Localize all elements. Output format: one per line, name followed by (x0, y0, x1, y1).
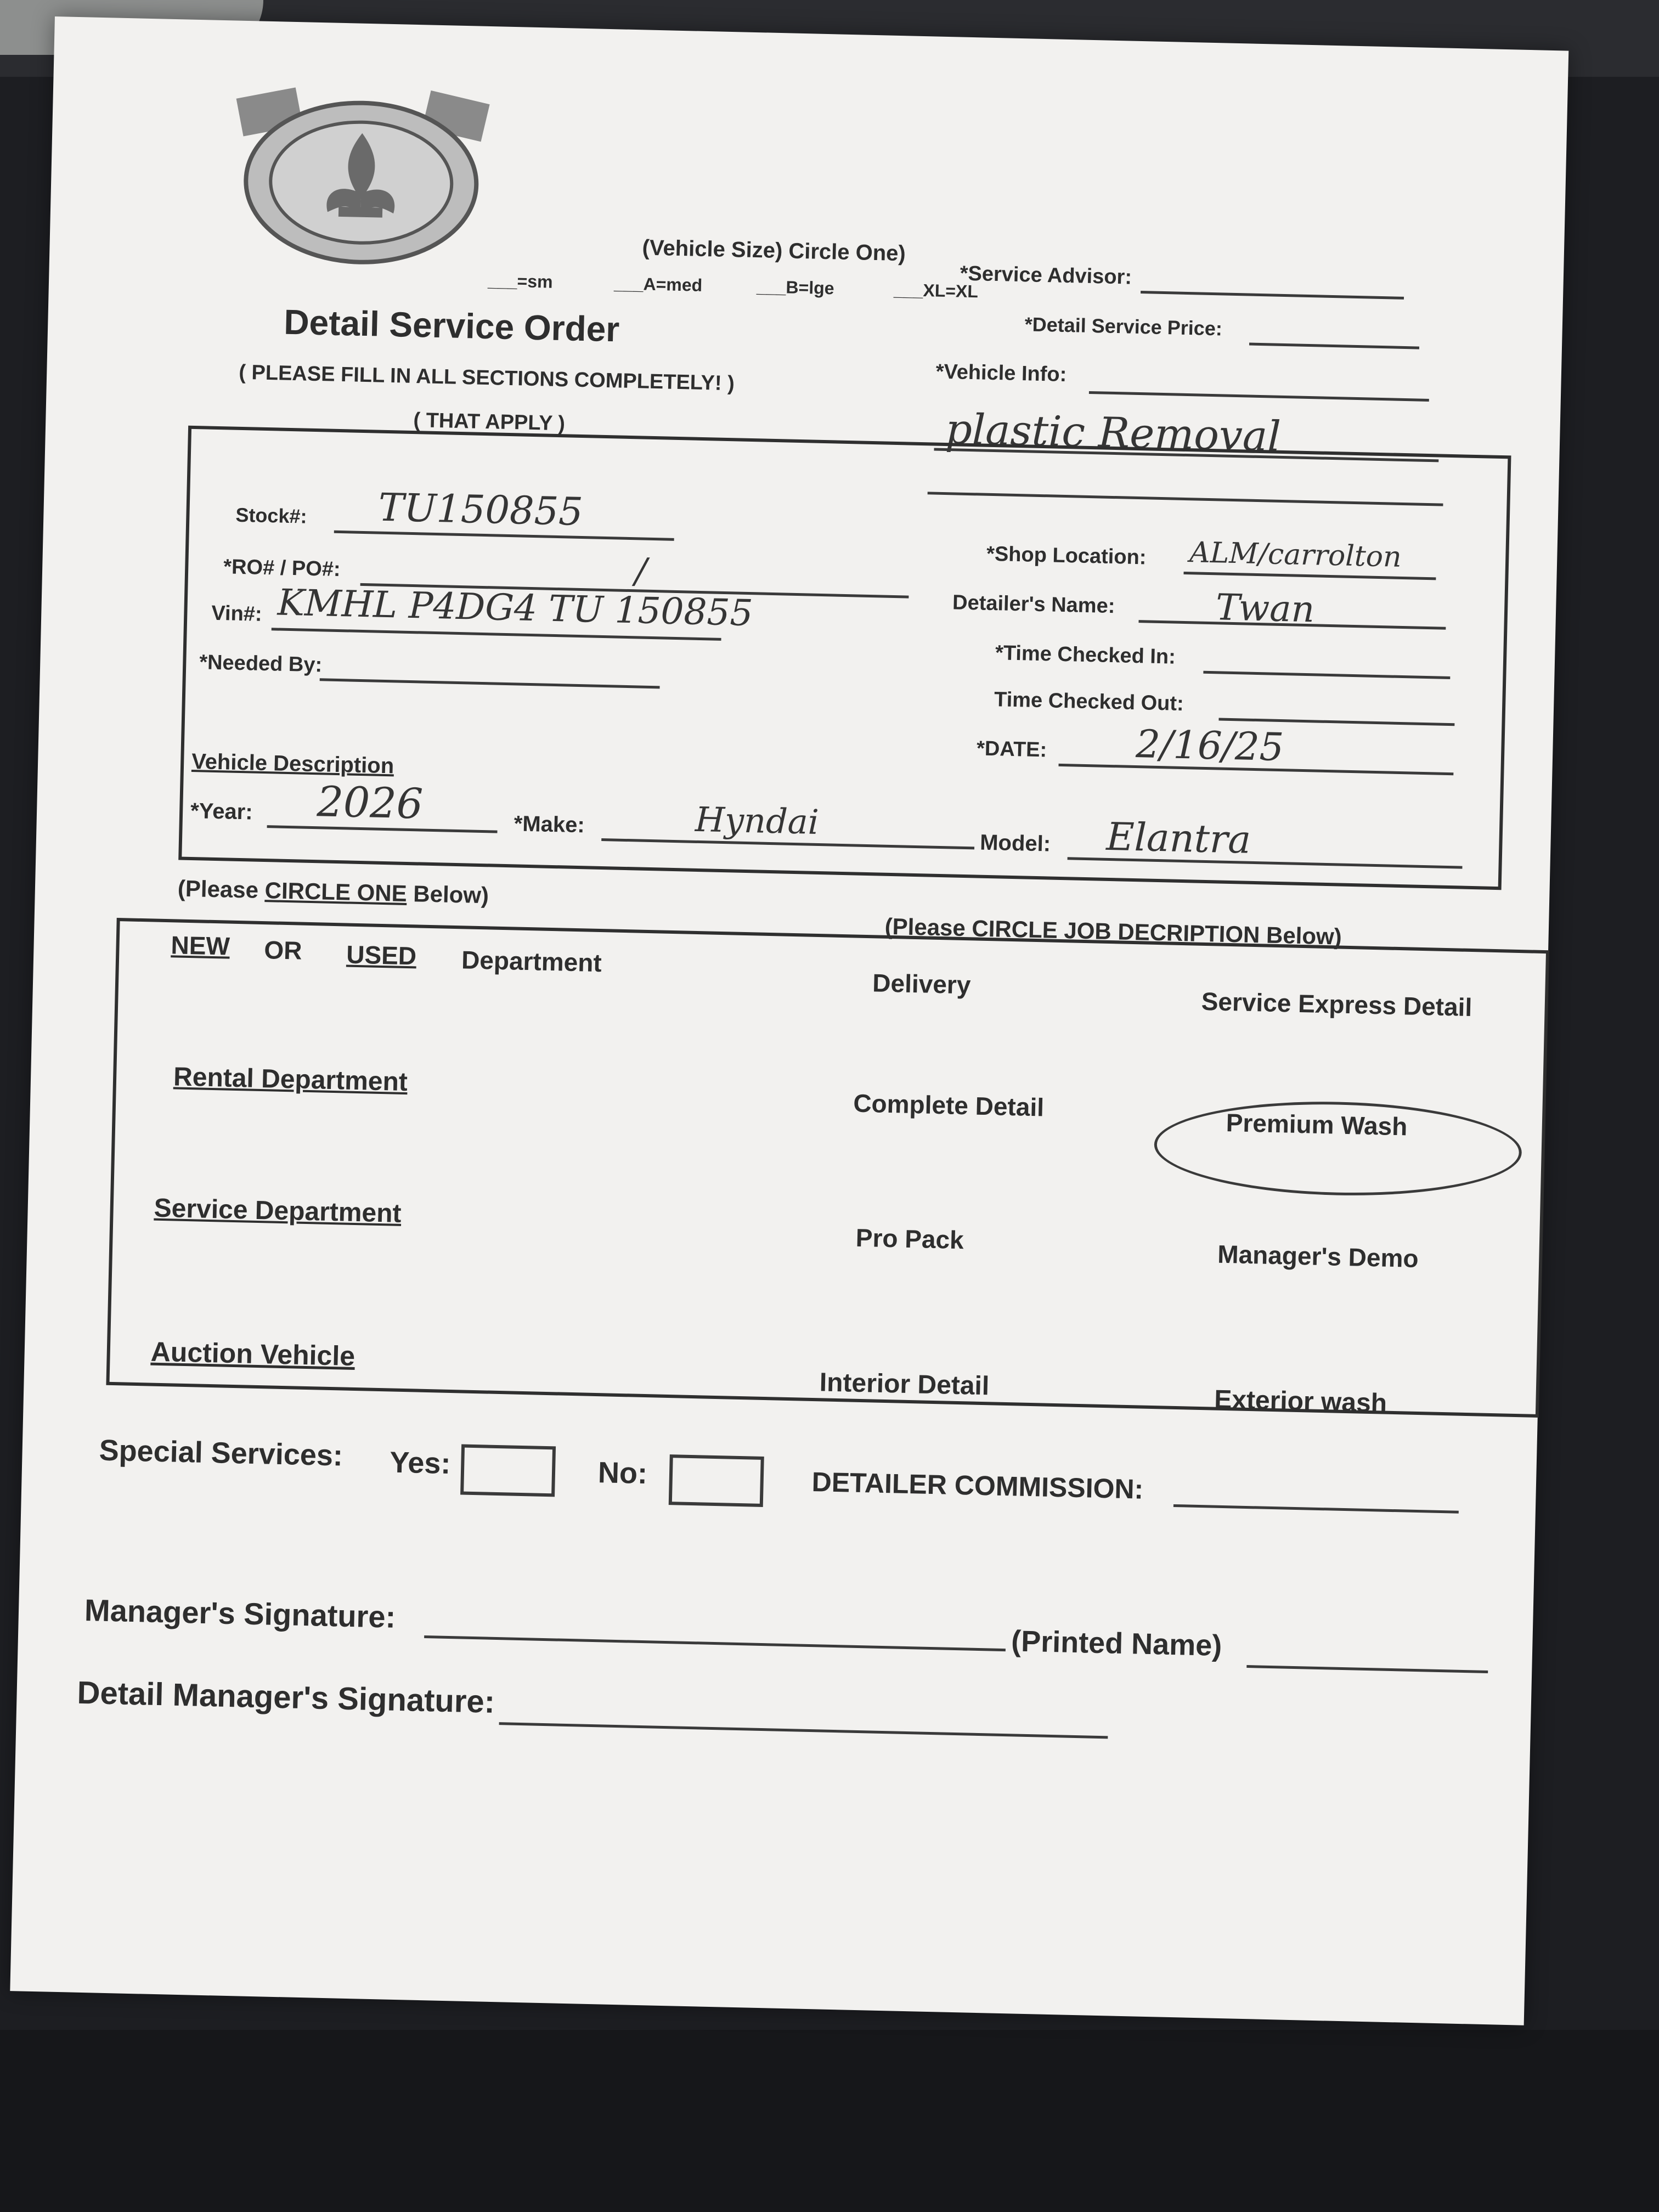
printed-name-line[interactable] (1246, 1665, 1488, 1673)
paper-form (10, 16, 1568, 2025)
time-checked-in-label: *Time Checked In: (995, 641, 1176, 669)
instruction-fill-all: ( PLEASE FILL IN ALL SECTIONS COMPLETELY! ) (238, 360, 735, 396)
job-exterior-wash[interactable]: Exterior wash (1214, 1385, 1387, 1418)
service-advisor-line[interactable] (1141, 291, 1404, 300)
dept-auction[interactable]: Auction Vehicle (150, 1336, 356, 1372)
detailer-name-handwritten: Twan (1215, 586, 1315, 631)
detail-price-label: *Detail Service Price: (1024, 313, 1223, 340)
shop-location-handwritten: ALM/carrolton (1189, 536, 1402, 574)
vehicle-size-title: (Vehicle Size) Circle One) (642, 235, 906, 266)
background-bottom (0, 2030, 1659, 2212)
year-handwritten: 2026 (316, 777, 424, 828)
detailer-commission-line[interactable] (1173, 1504, 1459, 1514)
job-service-express-detail[interactable]: Service Express Detail (1201, 986, 1472, 1022)
time-checked-out-label: Time Checked Out: (994, 688, 1184, 716)
size-option-lge: ___B=lge (756, 276, 834, 298)
job-pro-pack[interactable]: Pro Pack (855, 1223, 964, 1255)
ro-po-label: *RO# / PO#: (223, 555, 341, 582)
service-advisor-label: *Service Advisor: (960, 262, 1132, 289)
job-interior-detail[interactable]: Interior Detail (819, 1368, 990, 1401)
circle-job-instruction: (Please CIRCLE JOB DECRIPTION Below) (884, 913, 1342, 950)
manager-signature-label: Manager's Signature: (84, 1592, 396, 1634)
size-option-sm: ___=sm (487, 270, 553, 292)
job-premium-wash[interactable]: Premium Wash (1226, 1108, 1408, 1141)
size-option-med: ___A=med (613, 273, 703, 295)
date-label: *DATE: (976, 737, 1047, 762)
job-complete-detail[interactable]: Complete Detail (853, 1088, 1045, 1122)
special-yes-checkbox[interactable] (460, 1444, 556, 1497)
special-services-label: Special Services: (99, 1434, 343, 1472)
dept-department: Department (461, 945, 602, 978)
vehicle-info-handwritten: plastic Removal (945, 404, 1282, 461)
vin-handwritten: KMHL P4DG4 TU 150855 (277, 581, 754, 635)
dept-new[interactable]: NEW (171, 930, 230, 961)
dept-rental[interactable]: Rental Department (173, 1062, 408, 1097)
stock-handwritten: TU150855 (377, 484, 584, 535)
detailer-name-label: Detailer's Name: (952, 591, 1115, 618)
detail-manager-signature-line[interactable] (499, 1722, 1108, 1739)
special-no-label: No: (597, 1456, 648, 1491)
dept-or: OR (263, 935, 303, 965)
detail-manager-signature-label: Detail Manager's Signature: (76, 1674, 495, 1720)
model-label: Model: (979, 830, 1051, 856)
shop-location-label: *Shop Location: (986, 542, 1147, 569)
make-label: *Make: (514, 811, 585, 838)
instruction-that-apply: ( THAT APPLY ) (413, 409, 566, 436)
detail-price-line[interactable] (1249, 343, 1419, 349)
vehicle-info-line[interactable] (1089, 391, 1429, 402)
job-delivery[interactable]: Delivery (872, 968, 971, 1000)
special-no-checkbox[interactable] (669, 1454, 764, 1507)
ro-po-handwritten: / (634, 551, 647, 592)
vehicle-info-label: *Vehicle Info: (935, 360, 1067, 387)
manager-signature-line[interactable] (424, 1635, 1006, 1651)
make-handwritten: Hyndai (695, 799, 820, 842)
year-label: *Year: (190, 798, 253, 825)
vin-label: Vin#: (211, 601, 263, 626)
fleur-de-lis-seal-icon (230, 81, 492, 268)
dept-service[interactable]: Service Department (154, 1193, 402, 1228)
model-handwritten: Elantra (1105, 814, 1252, 862)
circle-one-instruction: (Please CIRCLE ONE Below) (177, 875, 489, 909)
job-managers-demo[interactable]: Manager's Demo (1217, 1239, 1419, 1273)
date-handwritten: 2/16/25 (1135, 721, 1285, 770)
printed-name-label: (Printed Name) (1011, 1624, 1222, 1663)
dept-used[interactable]: USED (346, 940, 417, 970)
special-yes-label: Yes: (389, 1446, 452, 1481)
detailer-commission-label: DETAILER COMMISSION: (811, 1466, 1144, 1505)
vehicle-description-heading: Vehicle Description (191, 749, 394, 778)
size-option-xl: ___XL=XL (893, 279, 979, 302)
stock-label: Stock#: (235, 503, 307, 528)
needed-by-label: *Needed By: (199, 651, 323, 677)
form-title: Detail Service Order (283, 302, 620, 349)
